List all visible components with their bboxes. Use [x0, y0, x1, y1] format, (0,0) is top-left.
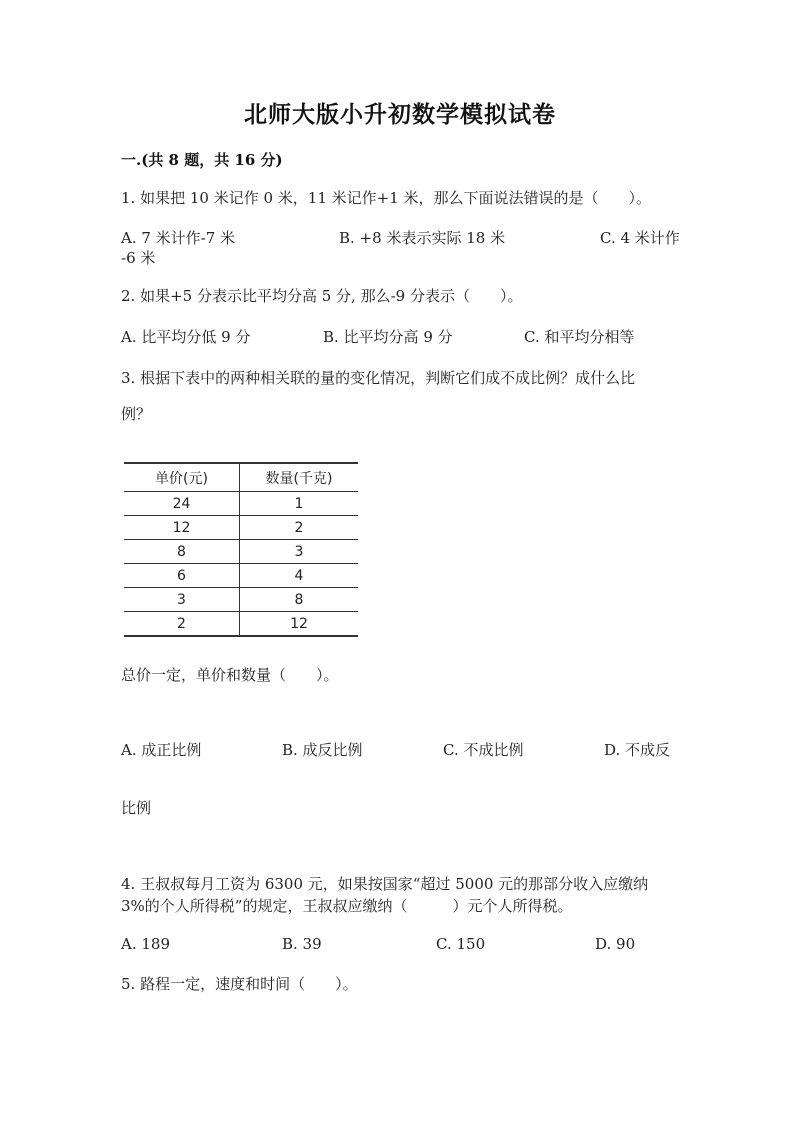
section-header: 一.(共 8 题，共 16 分) — [121, 151, 283, 169]
question-1-stem: 1. 如果把 10 米记作 0 米，11 米记作+1 米，那么下面说法错误的是（ ）。 — [121, 189, 652, 207]
table-cell-quantity: 1 — [240, 492, 359, 516]
price-quantity-table — [124, 462, 358, 637]
question-3-prompt: 总价一定，单价和数量（ ）。 — [121, 666, 339, 684]
table-row — [124, 612, 358, 637]
question-3-option-d: D. 不成反 — [604, 741, 671, 759]
question-1-option-a: A. 7 米计作-7 米 — [121, 229, 236, 247]
table-header-unit-price: 单价(元) — [124, 463, 240, 492]
table-row — [124, 540, 358, 564]
table-cell-quantity: 12 — [240, 612, 359, 637]
table-cell-unit-price: 8 — [124, 540, 240, 564]
table-cell-quantity: 4 — [240, 564, 359, 588]
question-4-option-a: A. 189 — [121, 935, 170, 953]
table-cell-unit-price: 24 — [124, 492, 240, 516]
question-5-stem: 5. 路程一定，速度和时间（ ）。 — [121, 975, 358, 993]
question-3-option-c: C. 不成比例 — [443, 741, 524, 759]
table-cell-quantity: 8 — [240, 588, 359, 612]
question-4-option-c: C. 150 — [436, 935, 486, 953]
table-cell-unit-price: 6 — [124, 564, 240, 588]
question-3-stem-line2: 例？ — [121, 405, 152, 423]
question-3-option-b: B. 成反比例 — [282, 741, 363, 759]
question-2-option-b: B. 比平均分高 9 分 — [323, 328, 453, 346]
page-title: 北师大版小升初数学模拟试卷 — [244, 101, 556, 128]
table-cell-unit-price: 3 — [124, 588, 240, 612]
question-4-stem-line1: 4. 王叔叔每月工资为 6300 元，如果按国家“超过 5000 元的那部分收入应缴纳 — [121, 875, 649, 893]
question-1-option-b: B. +8 米表示实际 18 米 — [339, 229, 506, 247]
question-2-option-a: A. 比平均分低 9 分 — [121, 328, 251, 346]
question-1-option-c-continued: -6 米 — [121, 249, 156, 267]
table-cell-unit-price: 12 — [124, 516, 240, 540]
table-header-quantity: 数量(千克) — [240, 463, 359, 492]
table-cell-unit-price: 2 — [124, 612, 240, 637]
table-row — [124, 516, 358, 540]
question-3-option-d-continued: 比例 — [121, 799, 152, 817]
question-1-option-c: C. 4 米计作 — [600, 229, 680, 247]
table-row — [124, 588, 358, 612]
table-row — [124, 492, 358, 516]
table-header-row — [124, 463, 358, 492]
question-4-option-b: B. 39 — [282, 935, 322, 953]
question-3-option-a: A. 成正比例 — [121, 741, 202, 759]
table-cell-quantity: 3 — [240, 540, 359, 564]
table-cell-quantity: 2 — [240, 516, 359, 540]
question-3-stem-line1: 3. 根据下表中的两种相关联的量的变化情况，判断它们成不成比例？成什么比 — [121, 369, 636, 387]
question-4-option-d: D. 90 — [595, 935, 636, 953]
table-row — [124, 564, 358, 588]
question-2-option-c: C. 和平均分相等 — [524, 328, 635, 346]
question-4-stem-line2: 3%的个人所得税”的规定，王叔叔应缴纳（ ）元个人所得税。 — [121, 897, 573, 915]
question-2-stem: 2. 如果+5 分表示比平均分高 5 分, 那么-9 分表示（ ）。 — [121, 287, 523, 305]
